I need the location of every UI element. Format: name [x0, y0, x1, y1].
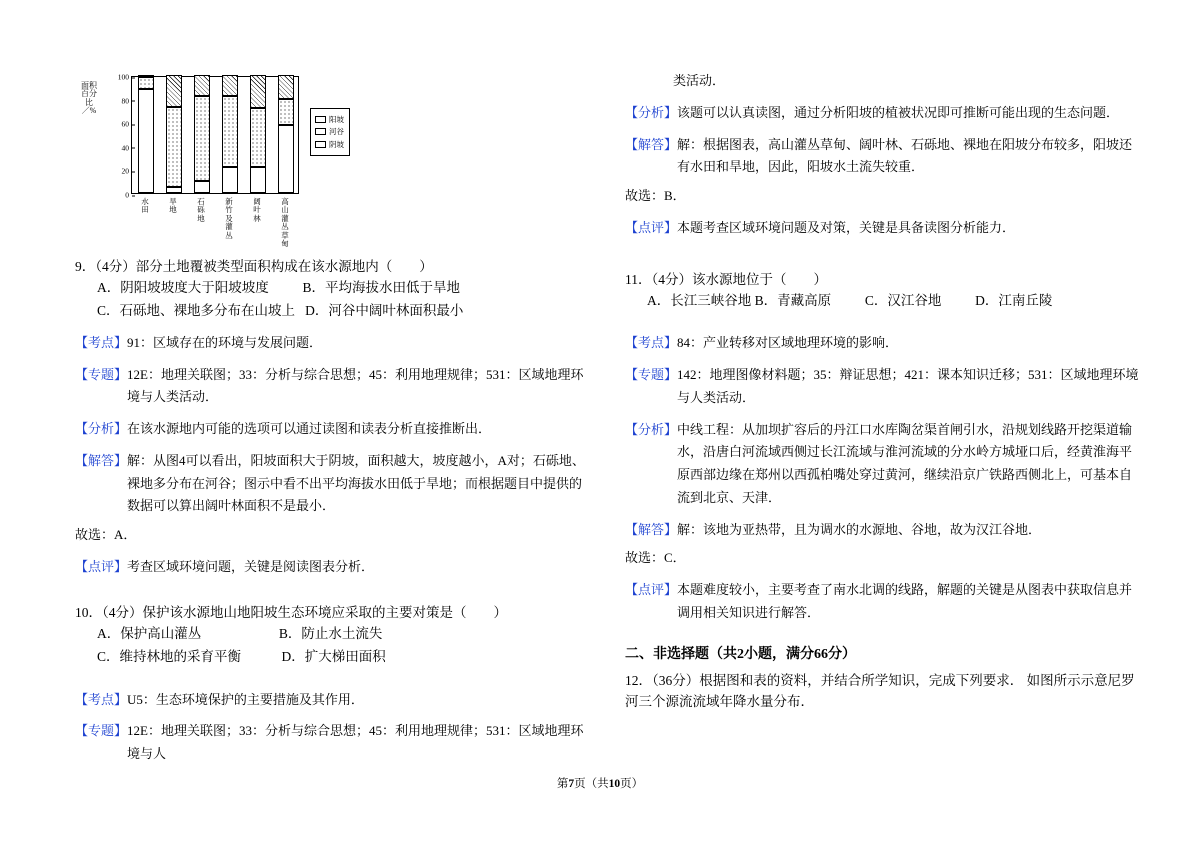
chart-legend [310, 108, 350, 156]
question-9-zhuanti [75, 364, 595, 410]
jieda-body: 解：从图4可以看出，阳坡面积大于阴坡，面积越大，坡度越小，A对；石砾地、裸地多分布在河谷；图示中看不出平均海拔水田低于旱地；而根据题目中提供的数据可以算出阔叶林面积不是最小． [127, 452, 585, 514]
chart-x-tick-label: 高山灌丛草甸 [281, 197, 289, 248]
chart-bar-segment [166, 107, 182, 187]
kaodian-tag: 【考点】 [625, 335, 678, 351]
chart-legend-label: 阳坡 [329, 114, 344, 124]
chart-legend-swatch [315, 128, 326, 135]
kaodian-body: 84：产业转移对区域地理环境的影响． [677, 335, 899, 351]
fenxi-body: 在该水源地内可能的选项可以通过读图和读表分析直接推断出． [127, 421, 492, 437]
chart-bar-segment [222, 75, 238, 96]
chart-bar-group [138, 75, 154, 193]
jieda-tag: 【解答】 [625, 521, 678, 537]
question-10-answer: 故选：B． [625, 188, 686, 203]
question-11 [625, 268, 1145, 288]
question-10-number: 10．（4分） [75, 604, 143, 620]
chart-bar-segment [138, 75, 154, 77]
section-2-title: 二、非选择题（共2小题，满分66分） [625, 646, 856, 662]
chart-x-tick-label: 旱地 [169, 197, 177, 215]
kaodian-tag: 【考点】 [75, 334, 128, 350]
question-9-kaodian [75, 332, 595, 355]
chart-bar-segment [138, 89, 154, 193]
question-9-dianping [75, 556, 595, 579]
chart-bar-group [222, 75, 238, 193]
chart-x-tick-label: 水田 [141, 197, 149, 215]
footer-prefix: 第 [556, 778, 569, 790]
question-10-kaodian [75, 689, 595, 712]
question-11-number: 11．（4分） [625, 271, 692, 287]
question-11-answer: 故选：C． [625, 550, 686, 566]
chart-legend-swatch [315, 116, 326, 123]
fenxi-body: 中线工程：从加坝扩容后的丹江口水库陶岔渠首闸引水，沿规划线路开挖渠道输水，沿唐白河流域西侧过长江流域与淮河流域的分水岭方城垭口后，经黄淮海平原西部边缘在郑州以西孤柏嘴处穿过黄河，继续沿京广铁路西侧北上，可基本自流到北京、天津． [677, 421, 1133, 505]
question-9-option-row-1[interactable]: A．阴阳坡坡度大于阳坡坡度 B．平均海拔水田低于旱地 [97, 280, 461, 295]
question-11-option-row-1[interactable]: A．长江三峡谷地 B．青藏高原 C．汉江谷地 D．江南丘陵 [647, 292, 1053, 308]
question-11-kaodian [625, 332, 1145, 355]
question-9-fenxi [75, 418, 595, 441]
dianping-tag: 【点评】 [625, 219, 678, 235]
question-9-options [97, 277, 595, 323]
chart-bar-segment [138, 77, 154, 89]
fenxi-tag: 【分析】 [625, 104, 678, 120]
question-10-dianping [625, 217, 1145, 240]
chart-legend-item [315, 139, 344, 150]
question-10-zhuanti [75, 720, 595, 766]
chart-bar-segment [278, 99, 294, 125]
question-9-jieda [75, 450, 595, 518]
dianping-body: 本题难度较小，主要考查了南水北调的线路，解题的关键是从图表中获取信息并调用相关知识进行解答． [677, 582, 1133, 620]
question-10-text: 保护该水源地山地阳坡生态环境应采取的主要对策是（ ） [142, 604, 507, 620]
fenxi-body: 该题可以认真读图，通过分析阳坡的植被状况即可推断可能出现的生态问题． [677, 104, 1120, 120]
chart-bar-segment [222, 96, 238, 167]
chart-x-tick-label: 阔叶林 [253, 197, 261, 223]
zhuanti-body: 142：地理图像材料题；35：辩证思想；421：课本知识迁移；531：区域地理环境与人类活动． [677, 367, 1139, 405]
question-11-options [647, 290, 1145, 313]
footer-total-pages: 10 [608, 778, 621, 790]
zhuanti-tag: 【专题】 [75, 723, 128, 739]
chart-bar-group [194, 75, 210, 193]
question-12 [625, 671, 1145, 713]
question-9-option-row-2[interactable]: C．石砾地、裸地多分布在山坡上 D．河谷中阔叶林面积最小 [97, 302, 464, 318]
question-10-options [97, 623, 595, 669]
chart-bar-segment [278, 75, 294, 99]
chart-y-axis-label: 面积百分比／% [81, 81, 97, 116]
fenxi-tag: 【分析】 [625, 421, 678, 437]
chart-x-tick-label: 石砾地 [197, 197, 205, 223]
dianping-body: 考查区域环境问题，关键是阅读图表分析． [127, 558, 375, 574]
kaodian-body: 91：区域存在的环境与发展问题． [127, 334, 323, 350]
question-11-zhuanti [625, 364, 1145, 410]
chart-bar-group [166, 75, 182, 193]
right-column [625, 70, 1145, 715]
jieda-body: 解：根据图表，高山灌丛草甸、阔叶林、石砾地、裸地在阳坡分布较多，阳坡还有水田和旱地，因此，阳坡水土流失较重． [677, 136, 1133, 175]
footer-suffix: 页） [620, 778, 644, 790]
question-11-text: 该水源地位于（ ） [692, 271, 827, 287]
chart-legend-label: 阴坡 [329, 140, 344, 149]
left-column [75, 70, 595, 766]
question-10-zhuanti-continued: 类活动． [673, 73, 726, 88]
question-10-option-row-2[interactable]: C．维持林地的采育平衡 D．扩大梯田面积 [97, 648, 386, 664]
chart-y-tick: 100 [118, 73, 132, 82]
chart-bar-segment [194, 75, 210, 96]
chart-bar-segment [250, 167, 266, 193]
question-10-option-row-1[interactable]: A．保护高山灌丛 B．防止水土流失 [97, 625, 383, 641]
page-footer [0, 775, 1200, 791]
question-10-jieda [625, 134, 1145, 180]
jieda-tag: 【解答】 [75, 452, 128, 468]
question-12-number: 12．（36分） [625, 672, 700, 688]
question-9-text: 部分土地覆被类型面积构成在该水源地内（ ） [135, 259, 433, 274]
footer-page-number: 7 [568, 778, 575, 790]
dianping-tag: 【点评】 [625, 582, 678, 598]
zhuanti-tag: 【专题】 [625, 367, 678, 383]
question-9 [75, 255, 595, 275]
question-12-text: 根据图和表的资料，并结合所学知识，完成下列要求． 如图所示示意尼罗河三个源流流域年降水量分布． [625, 672, 1135, 709]
chart-y-tick: 40 [122, 143, 133, 152]
question-11-jieda [625, 519, 1145, 542]
chart-x-tick-label: 新竹及灌丛 [225, 197, 233, 240]
zhuanti-body: 12E：地理关联图；33：分析与综合思想；45：利用地理规律；531：区域地理环境与人类活动． [127, 366, 584, 405]
chart-y-tick: 80 [122, 96, 133, 105]
question-11-fenxi [625, 419, 1145, 510]
question-10 [75, 601, 595, 621]
chart-bar-segment [194, 181, 210, 193]
kaodian-body: U5：生态环境保护的主要措施及其作用． [127, 691, 364, 707]
chart-legend-item [315, 126, 344, 137]
chart-legend-label: 河谷 [329, 127, 344, 137]
footer-mid: 页（共 [574, 778, 609, 790]
question-9-number: 9．（4分） [75, 259, 136, 274]
chart-bar-segment [222, 167, 238, 193]
jieda-tag: 【解答】 [625, 136, 678, 152]
question-11-dianping [625, 579, 1145, 625]
chart-legend-swatch [315, 141, 326, 148]
chart-y-tick: 60 [122, 120, 133, 129]
kaodian-tag: 【考点】 [75, 691, 128, 707]
chart-bar-segment [166, 75, 182, 107]
fenxi-tag: 【分析】 [75, 421, 128, 437]
chart-bar-group [250, 75, 266, 193]
question-10-fenxi [625, 102, 1145, 125]
jieda-body: 解：该地为亚热带，且为调水的水源地、谷地，故为汉江谷地． [677, 521, 1042, 537]
dianping-tag: 【点评】 [75, 558, 128, 574]
chart-bar-segment [250, 108, 266, 167]
zhuanti-tag: 【专题】 [75, 366, 128, 382]
chart-plot-area [117, 72, 299, 200]
chart-y-tick: 0 [125, 191, 132, 200]
land-cover-stacked-bar-chart [81, 70, 395, 248]
chart-legend-item [315, 114, 344, 125]
chart-bar-segment [250, 75, 266, 108]
chart-bar-segment [194, 96, 210, 181]
dianping-body: 本题考查区域环境问题及对策，关键是具备读图分析能力． [677, 219, 1016, 235]
chart-bar-segment [278, 125, 294, 193]
chart-bar-segment [166, 187, 182, 193]
zhuanti-body: 12E：地理关联图；33：分析与综合思想；45：利用地理规律；531：区域地理环境与人 [127, 723, 584, 761]
chart-bar-group [278, 75, 294, 193]
chart-y-tick: 20 [122, 167, 133, 176]
question-9-answer: 故选：A． [75, 527, 137, 543]
